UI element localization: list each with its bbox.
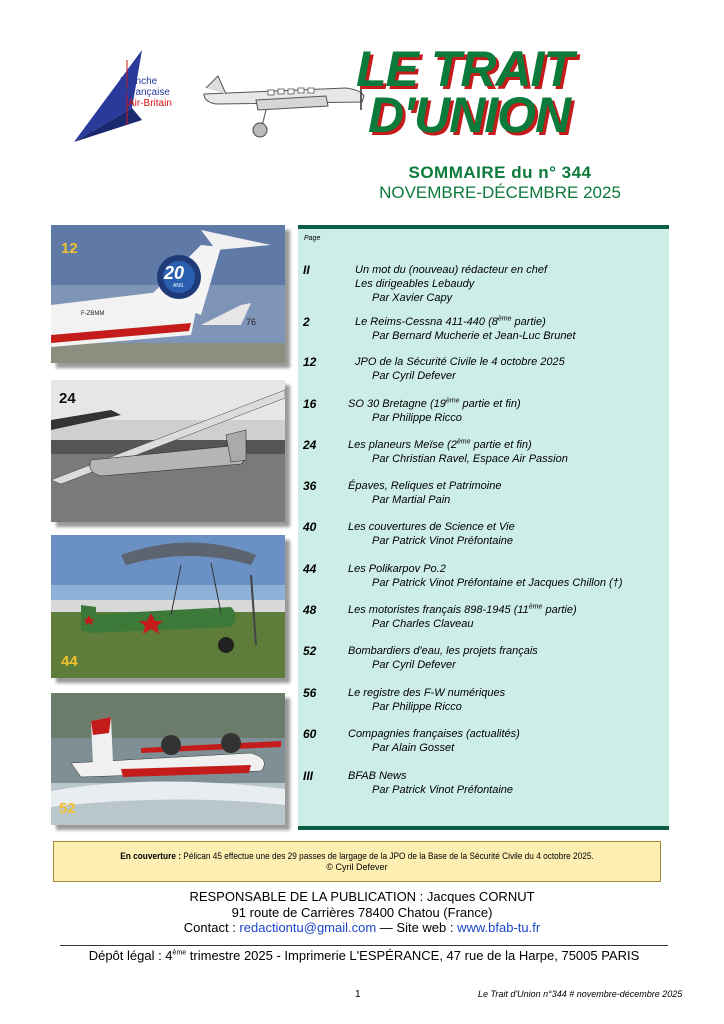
- legal-deposit: Dépôt légal : 4ème trimestre 2025 - Imprimerie L'ESPÉRANCE, 47 rue de la Harpe, 75005 PARIS: [88, 948, 640, 963]
- toc-title: Un mot du (nouveau) rédacteur en chef: [355, 264, 548, 276]
- issue-date: NOVEMBRE-DÉCEMBRE 2025: [379, 183, 621, 202]
- toc-page: II: [303, 263, 310, 277]
- toc-page: 2: [303, 315, 310, 329]
- toc-author: Par Cyril Defever: [372, 370, 456, 382]
- toc-author: Par Philippe Ricco: [372, 412, 462, 424]
- publication-responsible: RESPONSABLE DE LA PUBLICATION : Jacques CORNUT: [189, 889, 535, 904]
- anniversary-badge-sub: ANS: [173, 283, 184, 289]
- toc-page: 60: [303, 727, 317, 741]
- table-of-contents: [298, 225, 669, 830]
- toc-title: BFAB News: [348, 770, 407, 782]
- photo-page-number: 44: [61, 653, 78, 670]
- cover-caption-credit: © Cyril Defever: [326, 862, 388, 872]
- photo-glider: [51, 380, 285, 522]
- toc-page: 12: [303, 355, 317, 369]
- website-link[interactable]: www.bfab-tu.fr: [457, 920, 541, 935]
- toc-title: Les couvertures de Science et Vie: [348, 521, 515, 533]
- issue-title: SOMMAIRE du n° 344: [408, 163, 592, 182]
- toc-page: III: [303, 769, 314, 783]
- toc-page: 40: [303, 520, 317, 534]
- water-bomber-image: [51, 693, 285, 825]
- toc-title: Les dirigeables Lebaudy: [355, 278, 475, 290]
- toc-author: Par Martial Pain: [372, 494, 451, 506]
- glider-image: [51, 380, 285, 522]
- toc-title: Les motoristes français 898-1945 (11ème partie): [348, 603, 577, 616]
- toc-author: Par Xavier Capy: [372, 292, 453, 304]
- toc-page: 52: [303, 644, 317, 658]
- toc-title: JPO de la Sécurité Civile le 4 octobre 2025: [355, 356, 565, 368]
- toc-page: 44: [303, 562, 317, 576]
- polikarpov-image: [51, 535, 285, 678]
- toc-author: Par Philippe Ricco: [372, 701, 462, 713]
- toc-title: SO 30 Bretagne (19ème partie et fin): [348, 397, 521, 410]
- contact-line: [62, 920, 662, 935]
- footer-divider: [60, 945, 668, 946]
- page-number: 1: [355, 989, 361, 1000]
- toc-title: Compagnies françaises (actualités): [348, 728, 520, 740]
- publisher-address: 91 route de Carrières 78400 Chatou (France): [231, 905, 493, 920]
- toc-page: 24: [303, 438, 317, 452]
- toc-page: 48: [303, 603, 317, 617]
- email-link[interactable]: redactiontu@gmail.com: [239, 920, 377, 935]
- toc-author: Par Bernard Mucherie et Jean-Luc Brunet: [372, 330, 576, 342]
- toc-title: Épaves, Reliques et Patrimoine: [348, 480, 502, 492]
- masthead-line-2: D'UNION: [368, 87, 571, 143]
- toc-title: Le Reims-Cessna 411-440 (8ème partie): [355, 315, 546, 328]
- toc-page: 36: [303, 479, 317, 493]
- registration-label: F-ZBMM: [81, 311, 105, 317]
- toc-title: Bombardiers d'eau, les projets français: [348, 645, 538, 657]
- photo-polikarpov: [51, 535, 285, 678]
- cover-caption-label: En couverture :: [120, 851, 181, 861]
- toc-title: Les planeurs Meïse (2ème partie et fin): [348, 438, 532, 451]
- page-column-header: Page: [304, 235, 321, 242]
- photo-page-number: 52: [59, 800, 76, 817]
- cover-caption-text: Pélican 45 effectue une des 29 passes de largage de la JPO de la Base de la Sécurité Civile du 4 octobre 2025.: [180, 851, 594, 861]
- logo-text: Branche Française Air-Britain: [120, 76, 172, 109]
- toc-author: Par Charles Claveau: [372, 618, 474, 630]
- aircraft-line-drawing: [196, 66, 366, 140]
- photo-jet-tail: [51, 225, 285, 363]
- contact-label: Contact :: [183, 920, 240, 935]
- jet-tail-image: [51, 225, 285, 363]
- photo-page-number: 24: [59, 390, 76, 407]
- toc-page: 56: [303, 686, 317, 700]
- tail-number: 76: [246, 317, 257, 327]
- toc-page: 16: [303, 397, 317, 411]
- toc-author: Par Patrick Vinot Préfontaine: [372, 535, 514, 547]
- site-label: — Site web :: [376, 920, 458, 935]
- photo-water-bomber: [51, 693, 285, 825]
- toc-title: Les Polikarpov Po.2: [348, 563, 446, 575]
- toc-author: Par Christian Ravel, Espace Air Passion: [372, 453, 568, 465]
- cover-caption: [53, 841, 661, 882]
- toc-author: Par Patrick Vinot Préfontaine et Jacques Chillon (†): [372, 577, 623, 589]
- toc-author: Par Alain Gosset: [372, 742, 455, 754]
- anniversary-badge: 20: [164, 263, 185, 283]
- masthead-line-1: LE TRAIT: [356, 41, 573, 97]
- toc-author: Par Patrick Vinot Préfontaine: [372, 784, 514, 796]
- photo-page-number: 12: [61, 240, 78, 257]
- toc-author: Par Cyril Defever: [372, 659, 456, 671]
- masthead: [356, 41, 656, 143]
- toc-title: Le registre des F-W numériques: [348, 687, 506, 699]
- running-footer: Le Trait d'Union n°344 # novembre-décembre 2025: [478, 989, 683, 999]
